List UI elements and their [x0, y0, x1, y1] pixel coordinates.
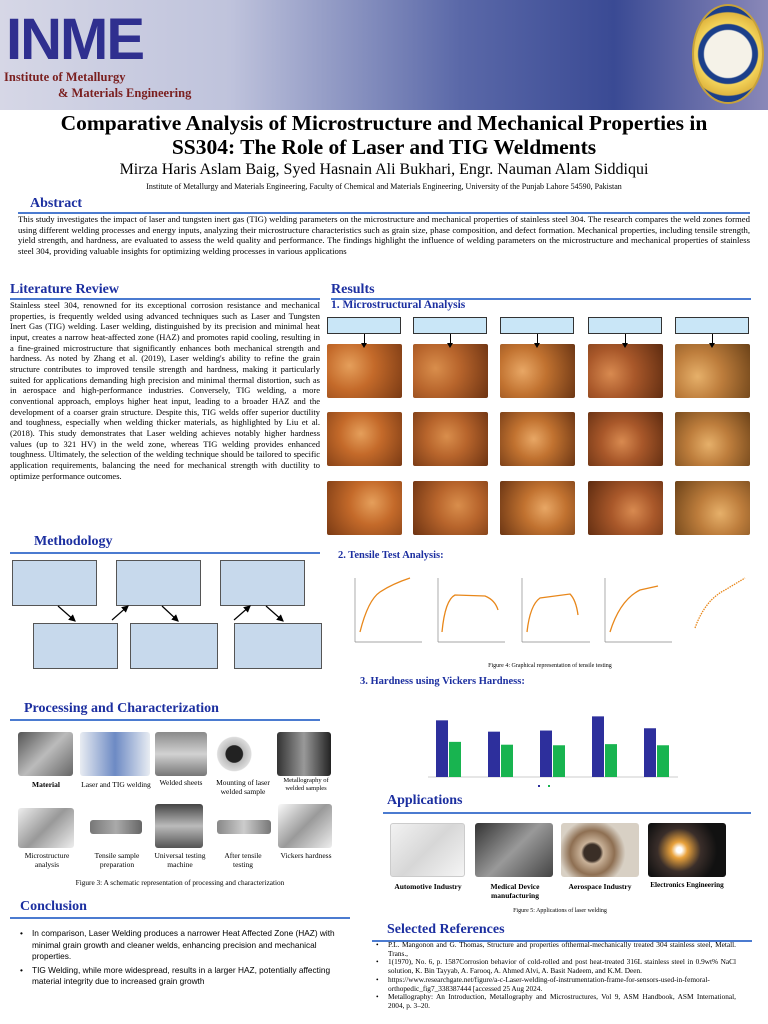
bullet-icon: •	[376, 940, 379, 949]
tensile-chart-4	[605, 578, 672, 642]
micro-heading: 1. Microstructural Analysis	[331, 299, 466, 311]
applications-caption: Figure 5: Applications of laser welding	[513, 908, 607, 914]
welding-machine-photo	[80, 732, 150, 776]
microscope-photo	[18, 808, 74, 848]
hardness-bar-series-green-4	[605, 744, 617, 777]
medical-photo	[475, 823, 553, 877]
hardness-heading: 3. Hardness using Vickers Hardness:	[360, 676, 525, 687]
micrograph-image	[588, 481, 663, 535]
electronics-photo	[648, 823, 726, 877]
micrograph-image	[413, 481, 488, 535]
affiliation: Institute of Metallurgy and Materials Engineering, Faculty of Chemical and Materials Engineering, University of the Punjab Lahore 54590, Pakistan	[146, 182, 622, 191]
conclusion-list	[20, 928, 350, 988]
bullet-icon: •	[20, 964, 23, 975]
app-label-2: Medical Device manufacturing	[490, 882, 540, 900]
tensile-curves	[350, 570, 750, 650]
methodology-heading: Methodology	[34, 534, 113, 549]
institute-name-line2: & Materials Engineering	[58, 86, 192, 100]
reference-item: • Metallography: An Introduction, Metallography and Microstructures, Vol 9, ASM Handbook, ASM International, 2004, p. 3–20.	[376, 992, 736, 1010]
references-list	[376, 941, 736, 1011]
proc-label-4: Mounting of laser welded sample	[216, 778, 270, 796]
arrow-down-icon	[364, 334, 365, 344]
proc-label-2: Laser and TIG welding	[81, 780, 151, 789]
tensile-chart-1	[355, 578, 422, 642]
proc-label-10: Vickers hardness	[280, 851, 332, 860]
reference-item: • https://www.researchgate.net/figure/a-c-Laser-welding-of-instrumentation-frame-for-sensors-used-in-femoral-orthopedic_fig7_338387444 [accessed 25 Aug 2024.	[376, 974, 710, 993]
references-heading: Selected References	[387, 922, 505, 937]
proc-label-6: Microstructure analysis	[24, 851, 70, 869]
mounting-photo	[215, 732, 270, 776]
micro-label-box	[675, 317, 749, 334]
aerospace-photo	[561, 823, 639, 877]
automotive-photo	[390, 823, 465, 877]
abstract-heading: Abstract	[30, 196, 83, 211]
bullet-icon: •	[376, 974, 379, 984]
legend-marker-series-blue	[538, 785, 540, 787]
bullet-icon: •	[376, 992, 379, 1002]
tensile-chart-5	[695, 578, 745, 628]
university-seal-icon	[692, 4, 764, 104]
processing-heading: Processing and Characterization	[24, 701, 219, 716]
micrograph-image	[327, 344, 402, 398]
app-label-1: Automotive Industry	[394, 882, 462, 891]
micro-label-box	[327, 317, 401, 334]
proc-label-9: After tensile testing	[224, 851, 262, 869]
micrograph-image	[327, 481, 402, 535]
micrograph-image	[327, 412, 402, 466]
bullet-icon: •	[20, 928, 23, 938]
utm-photo	[155, 804, 203, 848]
micrograph-image	[675, 481, 750, 535]
conclusion-divider	[10, 917, 350, 919]
applications-heading: Applications	[387, 793, 463, 808]
tensile-chart-2	[438, 578, 505, 642]
tensile-chart-3	[522, 578, 590, 642]
vickers-photo	[278, 804, 332, 848]
arrow-down-icon	[537, 334, 538, 344]
micro-label-box	[588, 317, 662, 334]
institute-name-line1: Institute of Metallurgy	[4, 70, 126, 84]
processing-caption: Figure 3: A schematic representation of processing and characterization	[75, 878, 285, 887]
micrograph-image	[588, 344, 663, 398]
bullet-icon: •	[376, 957, 379, 967]
hardness-bar-series-blue-1	[436, 720, 448, 777]
hardness-bar-series-green-3	[553, 745, 565, 777]
micrograph-image	[500, 481, 575, 535]
processing-divider	[10, 719, 320, 721]
hardness-bar-series-blue-3	[540, 731, 552, 777]
results-heading: Results	[331, 282, 375, 297]
title-line-1: Comparative Analysis of Microstructure and Mechanical Properties in	[60, 111, 708, 135]
applications-divider	[383, 812, 751, 814]
conclusion-item: • TIG Welding, while more widespread, results in a larger HAZ, potentially affecting material integrity due to increased grain growth	[20, 964, 331, 986]
inme-logo: INME	[6, 7, 143, 72]
proc-label-8: Universal testing machine	[154, 851, 206, 869]
literature-heading: Literature Review	[10, 282, 119, 297]
hardness-bar-series-green-2	[501, 745, 513, 777]
welded-sheets-photo	[155, 732, 207, 776]
legend-marker-series-green	[548, 785, 550, 787]
material-photo	[18, 732, 73, 776]
reference-item: • 1(1970), No. 6, p. 1587Corrosion behavior of cold-rolled and post heat-treated 316L stainless steel in 0.9wt% NaCl solution, K. Bin Tayyab, A. Farooq, A. Ahmed Alvi, A. Basit Nadeem, and K.M. Deen.	[376, 957, 736, 976]
micrograph-image	[413, 344, 488, 398]
arrow-down-icon	[450, 334, 451, 344]
title-line-2: SS304: The Role of Laser and TIG Weldments	[171, 135, 597, 159]
app-label-4: Electronics Engineering	[650, 881, 724, 889]
hardness-bar-series-blue-2	[488, 732, 500, 777]
literature-text: Stainless steel 304, renowned for its exceptional corrosion resistance and mechanical properties, is frequently welded using advanced techniques such as Laser and Tungsten Inert Gas (TIG) welding. Laser welding, distinguished by its precision and minimal heat input, creates a narrow heat-affected zone (HAZ) and promotes rapid cooling, resulting in a fine-grained microstructure that significantly enhances both mechanical strength and hardness. As noted by Zhang et al. (2019), Laser welding's ability to refine the grain structure contributes to improved tensile strength and hardness, making it particularly suited for applications demanding high precision and minimal thermal distortion, such as in aerospace and high-performance industries. Conversely, TIG welding, a more conventional approach, employs higher heat input, leading to a broader HAZ and the development of a coarser grain structure. Despite this, TIG welds offer superior ductility and toughness, especially when welding thicker materials, as highlighted by Liu et al. (2018). This study demonstrates that Laser welding achieves notably higher hardness values (up to 321 HV) in the weld zone, whereas TIG welding provides enhanced toughness. Ultimately, the selection of the welding technique should be tailored to specific application requirements, balancing the need for mechanical strength with ductility to optimize performance outcomes.	[10, 300, 320, 481]
arrow-down-icon	[625, 334, 626, 344]
reference-item: • P.L. Mangonon and G. Thomas, Structure and properties ofthermal-mechanically treated 304 stainless steel, Metall. Trans.,	[376, 940, 736, 958]
micrograph-image	[675, 344, 750, 398]
tensile-heading: 2. Tensile Test Analysis:	[338, 550, 444, 561]
micrograph-image	[675, 412, 750, 466]
proc-label-3: Welded sheets	[159, 778, 203, 787]
tensile-sample-photo	[90, 820, 142, 834]
micro-label-box	[413, 317, 487, 334]
micro-label-box	[500, 317, 574, 334]
micrograph-image	[413, 412, 488, 466]
arrow-down-icon	[712, 334, 713, 344]
hardness-bar-series-green-5	[657, 745, 669, 777]
after-tensile-photo	[217, 820, 271, 834]
micrograph-image	[500, 412, 575, 466]
app-label-3: Aerospace Industry	[568, 882, 632, 891]
proc-label-5: Metallography of welded samples	[283, 777, 329, 792]
abstract-text: This study investigates the impact of laser and tungsten inert gas (TIG) welding parameters on the microstructure and mechanical properties of stainless steel 304. The research compares the weld zones formed using different welding processes and energy inputs, analyzing their microstructure characteristics such as grain size, phase composition, and defect formation. Mechanical properties, including tensile strength, yield strength, and hardness, are evaluated to assess the weld quality and performance. The findings highlight the influence of welding parameters on the microstructure and mechanical properties of stainless steel 304, providing valuable insights for optimizing welding processes in various applications	[18, 214, 750, 257]
methodology-arrows	[0, 0, 330, 680]
metallography-photo	[277, 732, 331, 776]
authors: Mirza Haris Aslam Baig, Syed Hasnain Ali Bukhari, Engr. Nauman Alam Siddiqui	[119, 161, 649, 178]
tensile-caption: Figure 4: Graphical representation of tensile testing	[488, 663, 612, 669]
hardness-bar-series-green-1	[449, 742, 461, 777]
conclusion-heading: Conclusion	[20, 899, 87, 914]
micrograph-image	[588, 412, 663, 466]
hardness-bar-series-blue-5	[644, 728, 656, 777]
hardness-bar-series-blue-4	[592, 716, 604, 777]
conclusion-item: • In comparison, Laser Welding produces a narrower Heat Affected Zone (HAZ) with minimal grain growth and cleaner welds, enhancing precision and mechanical properties.	[20, 928, 335, 961]
micrograph-image	[500, 344, 575, 398]
hardness-chart	[428, 705, 688, 795]
proc-label-1: Material	[32, 780, 60, 789]
proc-label-7: Tensile sample preparation	[94, 851, 140, 869]
